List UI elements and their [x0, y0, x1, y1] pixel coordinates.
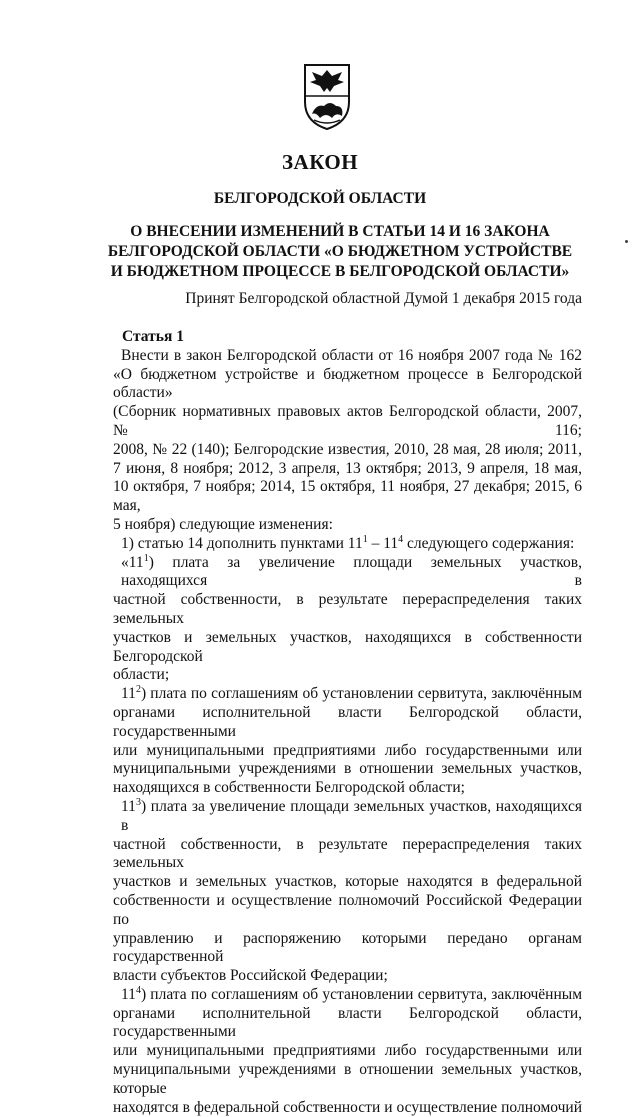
item-1-prefix: 1) статью 14 дополнить пунктами 11 — [121, 534, 363, 552]
text-line: участков и земельных участков, которые находятся в федеральной — [113, 873, 582, 891]
text-line: частной собственности, в результате перераспределения таких земельных — [113, 835, 582, 872]
text-line: находящихся в собственности Белгородской области; — [113, 779, 465, 797]
superscript: 4 — [398, 533, 404, 545]
text-line: 5 ноября) следующие изменения: — [113, 515, 333, 533]
item-1-suffix: следующего содержания: — [403, 534, 575, 552]
subject-line: О ВНЕСЕНИИ ИЗМЕНЕНИЙ В СТАТЬИ 14 И 16 ЗАКОНА — [130, 223, 550, 240]
text-line — [113, 986, 582, 1005]
text-fragment: ) плата по соглашениям об установлении сервитута, заключённым — [140, 985, 582, 1003]
subject-line: И БЮДЖЕТНОМ ПРОЦЕССЕ В БЕЛГОРОДСКОЙ ОБЛАСТИ» — [110, 263, 570, 280]
document-subject — [80, 222, 600, 282]
text-line — [113, 798, 582, 836]
superscript: 1 — [143, 552, 149, 564]
text-line — [113, 554, 582, 592]
superscript: 3 — [135, 796, 141, 808]
point-11-2 — [113, 685, 582, 798]
subject-line: БЕЛГОРОДСКОЙ ОБЛАСТИ «О БЮДЖЕТНОМ УСТРОЙСТВЕ — [107, 243, 573, 260]
document-title: ЗАКОН — [281, 150, 359, 174]
adoption-note: Принят Белгородской областной Думой 1 декабря 2015 года — [185, 290, 582, 307]
superscript: 1 — [362, 533, 368, 545]
text-line: управлению и распоряжению которыми передано органам государственной — [113, 929, 582, 966]
text-line: частной собственности, в результате перераспределения таких земельных — [113, 591, 582, 627]
text-line: органами исполнительной власти Белгородской области, государственными — [113, 1004, 582, 1041]
point-11-3 — [113, 798, 582, 986]
point-11-4 — [113, 986, 582, 1117]
text-line: Внести в закон Белгородской области от 16 ноября 2007 года № 162 — [121, 346, 582, 364]
text-line: собственности и осуществление полномочий Российской Федерации по — [113, 891, 582, 928]
text-line: 10 октября, 7 ноября; 2014, 15 октября, 11 ноября, 27 декабря; 2015, 6 мая, — [113, 478, 582, 515]
superscript: 4 — [135, 984, 141, 996]
text-fragment: ) плата по соглашениям об установлении сервитута, заключённым — [140, 685, 582, 703]
text-line: муниципальными учреждениями в отношении земельных участков, которые — [113, 1061, 582, 1097]
point-11-1 — [113, 554, 582, 686]
text-line: (Сборник нормативных правовых актов Белгородской области, 2007, № 116; — [113, 403, 582, 439]
text-line: находятся в федеральной собственности и осуществление полномочий — [113, 1098, 582, 1116]
point-number: 11 — [121, 797, 136, 815]
text-line: «О бюджетном устройстве и бюджетном процессе в Белгородской области» — [113, 365, 582, 402]
item-1-line — [113, 535, 582, 554]
document-region: БЕЛГОРОДСКОЙ ОБЛАСТИ — [213, 190, 427, 207]
intro-paragraph — [113, 347, 582, 535]
text-line: или муниципальными предприятиями либо государственными или — [113, 1042, 582, 1060]
belgorod-coat-of-arms-icon — [302, 62, 352, 132]
document-body — [113, 328, 582, 1117]
text-line: муниципальными учреждениями в отношении земельных участков, — [113, 760, 582, 778]
text-line: или муниципальными предприятиями либо государственными или — [113, 741, 582, 759]
item-1-mid: – 11 — [367, 534, 399, 552]
text-line: области; — [113, 666, 170, 684]
text-fragment: ) плата за увеличение площади земельных участков, находящихся в — [121, 553, 582, 590]
article-heading: Статья 1 — [122, 328, 184, 345]
scan-speck — [625, 240, 628, 243]
text-line: власти субъектов Российской Федерации; — [113, 967, 388, 985]
text-line — [113, 685, 582, 704]
point-number: 11 — [121, 985, 136, 1003]
text-fragment: ) плата за увеличение площади земельных участков, находящихся в — [121, 797, 582, 834]
text-line: 2008, № 22 (140); Белгородские известия, 2010, 28 мая, 28 июля; 2011, — [113, 440, 582, 458]
text-line: 7 июня, 8 ноября; 2012, 3 апреля, 13 октября; 2013, 9 апреля, 18 мая, — [113, 459, 582, 477]
point-number: 11 — [121, 685, 136, 703]
superscript: 2 — [135, 683, 141, 695]
text-line: органами исполнительной власти Белгородской области, государственными — [113, 703, 582, 740]
point-number: «11 — [121, 553, 144, 571]
text-line: участков и земельных участков, находящихся в собственности Белгородской — [113, 628, 582, 665]
